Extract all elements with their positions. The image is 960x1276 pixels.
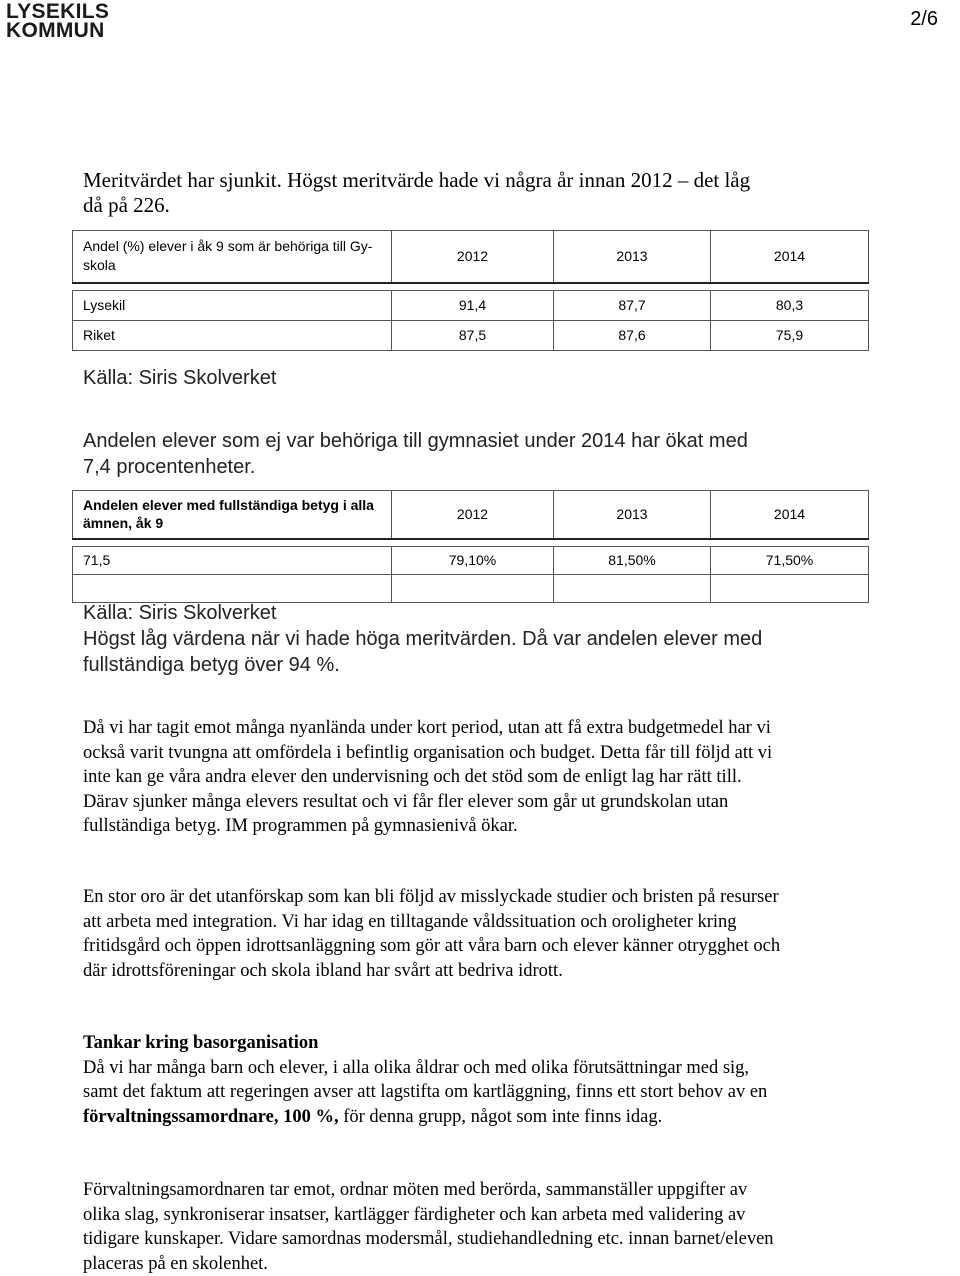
table-cell: 75,9	[711, 320, 869, 350]
row-label: Lysekil	[73, 290, 392, 320]
section-text: för denna grupp, något som inte finns idag.	[338, 1106, 663, 1127]
table-cell: 91,4	[392, 290, 554, 320]
year-header: 2012	[392, 231, 554, 283]
page-number: 2/6	[910, 8, 938, 30]
table-cell	[711, 574, 869, 602]
logo-line-1: LYSEKILS	[6, 0, 110, 23]
table-row	[73, 546, 869, 574]
row-label: 71,5	[73, 546, 392, 574]
year-header: 2014	[711, 491, 869, 539]
municipality-logo	[6, 2, 109, 40]
coordinator-paragraph: Förvaltningsamordnaren tar emot, ordnar möten med berörda, sammanställer uppgifter av olika slag, synkroniserar insatser, kartlägger färdigheter och kan arbeta med validering av tidigare kunskaper. Vidare samordnas modersmål, studiehandledning etc. innan barnet/eleven placeras på en skolenhet.	[83, 1180, 774, 1274]
table-cell: 87,7	[554, 290, 711, 320]
table-header-row	[73, 231, 869, 283]
row-label	[73, 574, 392, 602]
row-label: Riket	[73, 320, 392, 350]
intro-paragraph: Meritvärdet har sjunkit. Högst meritvärde hade vi några år innan 2012 – det låg då på 226.	[83, 168, 751, 217]
eligibility-table	[72, 230, 869, 351]
table-header-row	[73, 491, 869, 539]
table-row	[73, 574, 869, 602]
source-note: Källa: Siris Skolverket	[83, 602, 277, 624]
basorganisation-section	[83, 1031, 783, 1129]
table-caption: Andel (%) elever i åk 9 som är behöriga till Gy-skola	[73, 231, 392, 283]
year-header: 2012	[392, 491, 554, 539]
logo-line-2: KOMMUN	[6, 19, 105, 42]
table-caption: Andelen elever med fullständiga betyg i alla ämnen, åk 9	[73, 491, 392, 539]
table-cell: 87,6	[554, 320, 711, 350]
table-cell: 81,50%	[554, 546, 711, 574]
section-heading: Tankar kring basorganisation	[83, 1033, 319, 1053]
grades-paragraph: Högst låg värdena när vi hade höga meritvärden. Då var andelen elever med fullständiga betyg över 94 %.	[83, 628, 763, 676]
eligibility-paragraph: Andelen elever som ej var behöriga till gymnasiet under 2014 har ökat med 7,4 procentenheter.	[83, 430, 748, 478]
table-cell: 87,5	[392, 320, 554, 350]
table-row	[73, 290, 869, 320]
table-row	[73, 320, 869, 350]
grades-table	[72, 490, 869, 603]
section-text-bold: förvaltningssamordnare, 100 %,	[83, 1106, 339, 1127]
year-header: 2013	[554, 231, 711, 283]
source-note: Källa: Siris Skolverket	[83, 367, 277, 389]
table-cell: 71,50%	[711, 546, 869, 574]
table-cell	[392, 574, 554, 602]
year-header: 2013	[554, 491, 711, 539]
year-header: 2014	[711, 231, 869, 283]
section-text: Då vi har många barn och elever, i alla olika åldrar och med olika förutsättningar med sig, samt det faktum att regeringen avser att lagstifta om kartläggning, finns ett stort behov av en	[83, 1057, 768, 1102]
table-cell	[554, 574, 711, 602]
integration-paragraph: En stor oro är det utanförskap som kan bli följd av misslyckade studier och bristen på resurser att arbeta med integration. Vi har idag en tilltagande våldssituation och oroligheter kring fritidsgård och öppen idrottsanläggning som gör att våra barn och elever känner otrygghet och där idrottsföreningar och skola ibland har svårt att bedriva idrott.	[83, 887, 781, 981]
table-cell: 80,3	[711, 290, 869, 320]
newcomers-paragraph: Då vi har tagit emot många nyanlända under kort period, utan att få extra budgetmedel har vi också varit tvungna att omfördela i befintlig organisation och budget. Detta får till följd att vi inte kan ge våra andra elever den undervisning och det stöd som de enligt lag har rätt till. Därav sjunker många elevers resultat och vi får fler elever som går ut grundskolan utan fullständiga betyg. IM programmen på gymnasienivå ökar.	[83, 718, 773, 836]
table-cell: 79,10%	[392, 546, 554, 574]
